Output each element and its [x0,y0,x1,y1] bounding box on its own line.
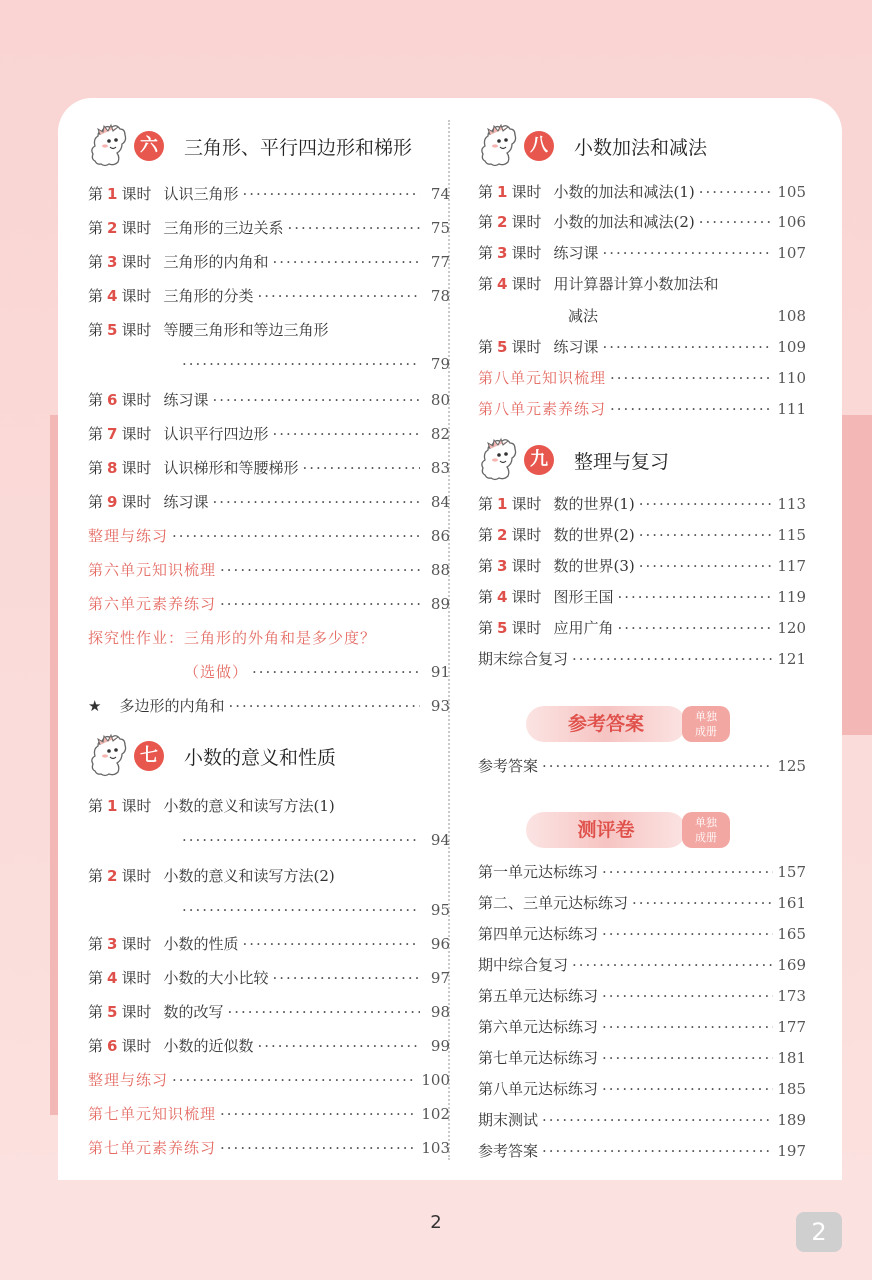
page-ref: 169 [777,956,806,974]
lesson-title: 小数的加法和减法(2) [553,213,695,231]
answers-section-header [526,704,730,744]
page-ref: 82 [430,425,450,443]
lesson-row[interactable] [88,932,450,956]
lesson-row[interactable] [88,388,450,412]
leader-dots [610,397,773,421]
lesson-label: 第 9 课时 [88,493,152,511]
separate-volume-tag: 单独 成册 [682,706,730,742]
lesson-label: 第 7 课时 [88,425,152,443]
page-ref: 100 [421,1071,450,1089]
unit-7-header [88,732,450,780]
page-ref: 78 [430,287,450,305]
review-row[interactable] [88,592,450,616]
page-ref: 89 [430,595,450,613]
tests-section-header [526,810,730,850]
page-ref: 197 [777,1142,806,1160]
entry-title: 第六单元达标练习 [478,1018,599,1036]
entry-title: 参考答案 [478,1142,539,1160]
test-row[interactable] [478,953,806,977]
page-ref: 121 [777,650,806,668]
page-ref: 109 [777,338,806,356]
lesson-title: 应用广角 [553,619,614,637]
lesson-title: 减法 [568,307,599,325]
lesson-row[interactable] [478,585,806,609]
leader-dots [212,490,420,514]
leader-dots [542,1108,773,1132]
lesson-title: 三角形的三边关系 [163,219,284,237]
unit-number-badge: 七 [134,741,164,771]
lesson-row-continued[interactable] [88,898,450,922]
leader-dots [602,241,773,265]
lesson-label: 第 3 课时 [478,557,542,575]
lesson-title: 三角形的分类 [163,287,254,305]
test-row[interactable] [478,1046,806,1070]
lesson-title: 三角形的内角和 [163,253,269,271]
lesson-row[interactable] [88,318,450,342]
lesson-label: 第 4 课时 [478,275,542,293]
leader-dots [602,860,773,884]
lesson-label: 第 4 课时 [88,287,152,305]
leader-dots [172,1068,417,1092]
lesson-row[interactable] [88,422,450,446]
lesson-row[interactable] [478,523,806,547]
leader-dots [182,352,420,376]
lesson-row[interactable] [88,966,450,990]
lesson-row[interactable] [88,1000,450,1024]
lesson-title: 小数的大小比较 [163,969,269,987]
entry-title: 第七单元素养练习 [88,1139,217,1157]
page-ref: 83 [430,459,450,477]
entry-title: 期末测试 [478,1111,539,1129]
lesson-label: 第 1 课时 [478,495,542,513]
page-ref: 189 [777,1111,806,1129]
page-ref: 91 [430,663,450,681]
lesson-title: 数的改写 [163,1003,224,1021]
unit-6-header [88,122,450,170]
entry-title: 第七单元达标练习 [478,1049,599,1067]
page-ref: 181 [777,1049,806,1067]
unit-9-header [478,436,806,484]
leader-dots [617,585,773,609]
lesson-row[interactable] [478,616,806,640]
page-ref: 75 [430,219,450,237]
entry-title: 参考答案 [478,757,539,775]
lesson-label: 第 2 课时 [88,219,152,237]
lesson-label: 第 6 课时 [88,1037,152,1055]
test-row[interactable] [478,860,806,884]
lesson-title: 小数的性质 [163,935,239,953]
entry-title: 探究性作业：三角形的外角和是多少度？ [88,629,377,647]
page-ref: 173 [777,987,806,1005]
lesson-label: 第 2 课时 [88,867,152,885]
entry-title: 第六单元知识梳理 [88,561,217,579]
entry-title: 第七单元知识梳理 [88,1105,217,1123]
entry-title: 期中综合复习 [478,956,569,974]
review-row[interactable] [478,366,806,390]
page-ref: 102 [421,1105,450,1123]
review-row[interactable] [88,1068,450,1092]
explore-row[interactable] [88,626,450,650]
entry-title: 第四单元达标练习 [478,925,599,943]
leader-dots [632,891,773,915]
test-row[interactable] [478,922,806,946]
leader-dots [220,1102,417,1126]
page-ref: 107 [777,244,806,262]
leader-dots [699,210,774,234]
lesson-row[interactable] [88,1034,450,1058]
review-row[interactable] [88,1102,450,1126]
leader-dots [212,388,420,412]
lesson-title: 认识三角形 [163,185,239,203]
lesson-title: 数的世界(3) [553,557,635,575]
lesson-title: 数的世界(1) [553,495,635,513]
dinosaur-mascot-icon [88,733,132,779]
leader-dots [699,180,774,204]
test-row[interactable] [478,984,806,1008]
lesson-title: 小数的加法和减法(1) [553,183,695,201]
page-ref: 79 [430,355,450,373]
page-ref: 98 [430,1003,450,1021]
page-ref: 111 [777,400,806,418]
lesson-row[interactable] [478,272,806,296]
review-row[interactable] [88,524,450,548]
lesson-row-continued[interactable] [478,304,806,328]
leader-dots [172,524,420,548]
lesson-label: 第 5 课时 [88,1003,152,1021]
unit-title: 小数加法和减法 [574,136,708,159]
entry-title: 第八单元达标练习 [478,1080,599,1098]
page-ref: 106 [777,213,806,231]
lesson-title: 小数的意义和读写方法(2) [163,867,335,885]
page-ref: 84 [430,493,450,511]
page-ref: 103 [421,1139,450,1157]
unit-8-header [478,122,806,170]
entry-title: 第六单元素养练习 [88,595,217,613]
page-number: 2 [430,1212,442,1233]
explore-row-continued[interactable] [88,660,450,684]
star-row[interactable] [88,694,450,718]
leader-dots [639,523,774,547]
page-ref: 117 [777,557,806,575]
leader-dots [639,492,774,516]
page-ref: 94 [430,831,450,849]
page-ref: 80 [430,391,450,409]
section-pill-label: 测评卷 [526,812,686,848]
test-row[interactable] [478,1108,806,1132]
page-ref: 95 [430,901,450,919]
final-review-row[interactable] [478,647,806,671]
leader-dots [182,828,420,852]
lesson-row[interactable] [478,180,806,204]
entry-title: （选做） [184,663,249,681]
lesson-label: 第 1 课时 [478,183,542,201]
leader-dots [602,1077,773,1101]
leader-dots [617,616,773,640]
page-ref: 96 [430,935,450,953]
leader-dots [610,366,773,390]
entry-title: 整理与练习 [88,527,169,545]
leader-dots [252,660,420,684]
lesson-row[interactable] [88,284,450,308]
dinosaur-mascot-icon [478,437,522,483]
unit-title: 三角形、平行四边形和梯形 [184,136,413,159]
leader-dots [220,592,420,616]
lesson-title: 认识平行四边形 [163,425,269,443]
dinosaur-mascot-icon [88,123,132,169]
leader-dots [228,694,420,718]
page-ref: 161 [777,894,806,912]
page-ref: 108 [777,307,806,325]
lesson-row[interactable] [88,216,450,240]
lesson-label: 第 6 课时 [88,391,152,409]
review-row[interactable] [88,558,450,582]
lesson-title: 图形王国 [553,588,614,606]
lesson-title: 数的世界(2) [553,526,635,544]
lesson-row-continued[interactable] [88,828,450,852]
test-row[interactable] [478,891,806,915]
lesson-row[interactable] [88,490,450,514]
lesson-label: 第 2 课时 [478,526,542,544]
lesson-title: 练习课 [163,493,209,511]
leader-dots [257,284,420,308]
lesson-row[interactable] [88,794,450,818]
lesson-label: 第 5 课时 [478,338,542,356]
lesson-row[interactable] [88,250,450,274]
leader-dots [602,922,773,946]
toc-sheet [58,98,842,1180]
lesson-title: 用计算器计算小数加法和 [553,275,719,293]
entry-title: 第八单元素养练习 [478,400,607,418]
lesson-row[interactable] [478,554,806,578]
lesson-label: 第 3 课时 [478,244,542,262]
lesson-title: 小数的近似数 [163,1037,254,1055]
test-row[interactable] [478,1077,806,1101]
page-ref: 99 [430,1037,450,1055]
page-ref: 110 [777,369,806,387]
dinosaur-mascot-icon [478,123,522,169]
page-ref: 185 [777,1080,806,1098]
lesson-row[interactable] [478,335,806,359]
lesson-title: 练习课 [163,391,209,409]
unit-number-badge: 八 [524,131,554,161]
leader-dots [287,216,420,240]
leader-dots [220,558,420,582]
star-icon: ★ [88,697,102,715]
leader-dots [182,898,420,922]
leader-dots [542,1139,773,1163]
page-ref: 120 [777,619,806,637]
lesson-label: 第 5 课时 [88,321,152,339]
entry-title: 第八单元知识梳理 [478,369,607,387]
entry-title: 第五单元达标练习 [478,987,599,1005]
section-pill-label: 参考答案 [526,706,686,742]
lesson-label: 第 3 课时 [88,253,152,271]
lesson-row[interactable] [88,864,450,888]
leader-dots [302,456,420,480]
unit-number-badge: 九 [524,445,554,475]
lesson-label: 第 8 课时 [88,459,152,477]
leader-dots [602,335,773,359]
lesson-title: 小数的意义和读写方法(1) [163,797,335,815]
leader-dots [639,554,774,578]
page-ref: 115 [777,526,806,544]
lesson-label: 第 1 课时 [88,797,152,815]
lesson-title: 练习课 [553,244,599,262]
page-ref: 105 [777,183,806,201]
lesson-label: 第 5 课时 [478,619,542,637]
page-ref: 97 [430,969,450,987]
answers-row[interactable] [478,754,806,778]
review-row[interactable] [478,397,806,421]
lesson-title: 练习课 [553,338,599,356]
page-ref: 74 [430,185,450,203]
leader-dots [542,754,773,778]
leader-dots [272,422,420,446]
entry-title: 第二、三单元达标练习 [478,894,629,912]
leader-dots [227,1000,420,1024]
lesson-row[interactable] [478,492,806,516]
entry-title: 第一单元达标练习 [478,863,599,881]
page-ref: 165 [777,925,806,943]
lesson-title: 等腰三角形和等边三角形 [163,321,329,339]
page-ref: 113 [777,495,806,513]
page-ref: 119 [777,588,806,606]
page-ref: 77 [430,253,450,271]
lesson-label: 第 3 课时 [88,935,152,953]
entry-title: 整理与练习 [88,1071,169,1089]
lesson-row[interactable] [478,210,806,234]
page-ref: 88 [430,561,450,579]
test-row[interactable] [478,1015,806,1039]
leader-dots [272,250,420,274]
unit-title: 整理与复习 [574,450,670,473]
lesson-label: 第 1 课时 [88,185,152,203]
entry-title: 多边形的内角和 [119,697,225,715]
leader-dots [242,932,420,956]
page-ref: 125 [777,757,806,775]
leader-dots [257,1034,420,1058]
lesson-label: 第 4 课时 [88,969,152,987]
entry-title: 期末综合复习 [478,650,569,668]
lesson-title: 认识梯形和等腰梯形 [163,459,299,477]
leader-dots [572,647,773,671]
lesson-label: 第 2 课时 [478,213,542,231]
unit-number-badge: 六 [134,131,164,161]
lesson-row-continued[interactable] [88,352,450,376]
lesson-row[interactable] [478,241,806,265]
page-ref: 86 [430,527,450,545]
review-row[interactable] [88,1136,450,1160]
test-row[interactable] [478,1139,806,1163]
page-ref: 157 [777,863,806,881]
leader-dots [272,966,420,990]
leader-dots [602,1015,773,1039]
lesson-row[interactable] [88,456,450,480]
leader-dots [242,182,420,206]
leader-dots [220,1136,417,1160]
leader-dots [602,1046,773,1070]
page-ref: 93 [430,697,450,715]
leader-dots [572,953,773,977]
page-ref: 177 [777,1018,806,1036]
corner-page-badge: 2 [796,1212,842,1252]
unit-title: 小数的意义和性质 [184,746,337,769]
leader-dots [602,984,773,1008]
lesson-label: 第 4 课时 [478,588,542,606]
separate-volume-tag: 单独 成册 [682,812,730,848]
lesson-row[interactable] [88,182,450,206]
